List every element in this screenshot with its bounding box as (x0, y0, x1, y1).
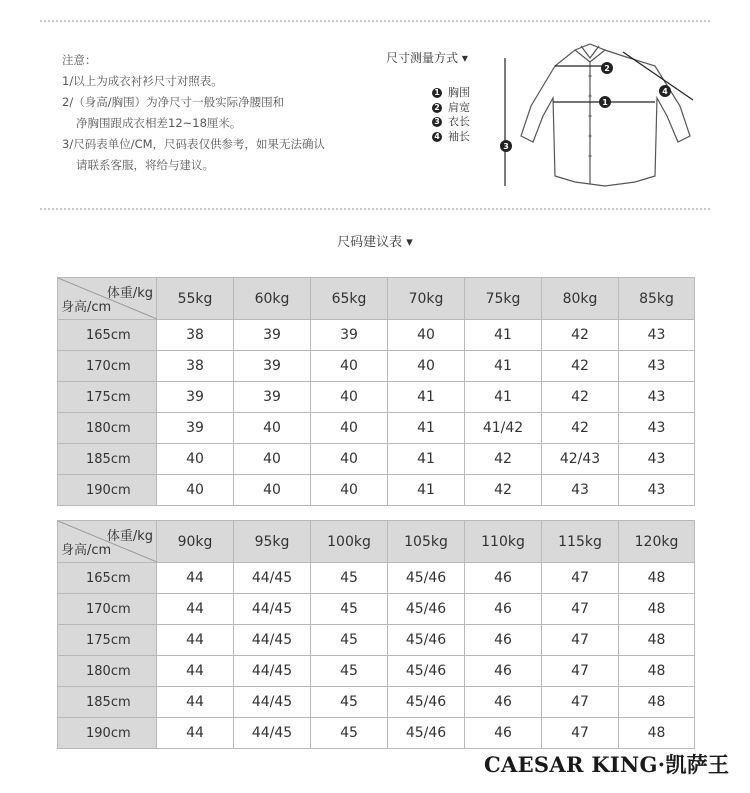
weight-header: 85kg (619, 278, 695, 320)
size-cell: 43 (619, 444, 695, 475)
size-cell: 40 (157, 444, 234, 475)
size-cell: 44 (157, 594, 234, 625)
weight-header: 120kg (619, 521, 695, 563)
size-cell: 42/43 (542, 444, 619, 475)
notes-heading: 注意： (62, 53, 97, 67)
diagram-label: 2 (604, 64, 610, 73)
size-cell: 45/46 (388, 718, 465, 749)
size-cell: 43 (619, 475, 695, 506)
size-cell: 44/45 (234, 687, 311, 718)
size-cell: 44/45 (234, 563, 311, 594)
size-cell: 43 (619, 320, 695, 351)
weight-header: 55kg (157, 278, 234, 320)
size-cell: 46 (465, 563, 542, 594)
height-axis-label: 身高/cm (61, 543, 112, 558)
legend-number: 4 (432, 132, 442, 142)
size-cell: 48 (619, 656, 695, 687)
height-row-header: 175cm (58, 625, 157, 656)
size-cell: 40 (311, 382, 388, 413)
height-axis-label: 身高/cm (61, 300, 112, 315)
size-cell: 42 (542, 382, 619, 413)
height-row-header: 180cm (58, 656, 157, 687)
table-row (58, 625, 695, 656)
size-cell: 44/45 (234, 625, 311, 656)
size-cell: 46 (465, 718, 542, 749)
size-cell: 44/45 (234, 656, 311, 687)
size-cell: 41 (465, 351, 542, 382)
legend-number: 3 (432, 117, 442, 127)
size-table-1 (57, 277, 695, 506)
weight-header: 75kg (465, 278, 542, 320)
legend-number: 1 (432, 88, 442, 98)
size-cell: 45 (311, 594, 388, 625)
table-row (58, 444, 695, 475)
size-cell: 43 (619, 413, 695, 444)
height-row-header: 185cm (58, 444, 157, 475)
brand-logo: CAESAR KING·凯萨王 (484, 752, 730, 777)
size-table-2 (57, 520, 695, 749)
weight-header: 115kg (542, 521, 619, 563)
legend-label: 袖长 (448, 129, 470, 143)
size-cell: 46 (465, 656, 542, 687)
table-corner-cell (58, 521, 157, 563)
size-cell: 48 (619, 625, 695, 656)
size-cell: 45 (311, 687, 388, 718)
height-row-header: 165cm (58, 563, 157, 594)
size-cell: 41 (388, 382, 465, 413)
weight-header: 90kg (157, 521, 234, 563)
size-cell: 43 (619, 351, 695, 382)
size-cell: 45/46 (388, 594, 465, 625)
note-line-4: 3/尺码表单位/CM，尺码表仅供参考，如果无法确认 (62, 137, 326, 151)
size-cell: 44 (157, 656, 234, 687)
height-row-header: 175cm (58, 382, 157, 413)
size-cell: 44/45 (234, 594, 311, 625)
size-cell: 48 (619, 718, 695, 749)
height-row-header: 190cm (58, 718, 157, 749)
size-cell: 45/46 (388, 625, 465, 656)
height-row-header: 170cm (58, 351, 157, 382)
size-cell: 39 (157, 413, 234, 444)
height-row-header: 190cm (58, 475, 157, 506)
size-cell: 41 (388, 444, 465, 475)
legend-item-length (432, 115, 470, 130)
size-cell: 39 (234, 351, 311, 382)
size-cell: 41 (388, 413, 465, 444)
table-header-row (58, 521, 695, 563)
table-row (58, 351, 695, 382)
size-cell: 40 (388, 320, 465, 351)
size-cell: 46 (465, 625, 542, 656)
weight-header: 105kg (388, 521, 465, 563)
diagram-label: 4 (662, 87, 668, 96)
height-row-header: 180cm (58, 413, 157, 444)
size-cell: 40 (157, 475, 234, 506)
table-row (58, 413, 695, 444)
size-cell: 45 (311, 563, 388, 594)
height-row-header: 170cm (58, 594, 157, 625)
shirt-measurement-diagram-icon (495, 36, 710, 196)
size-cell: 40 (311, 475, 388, 506)
size-cell: 40 (234, 444, 311, 475)
table-row (58, 594, 695, 625)
height-row-header: 165cm (58, 320, 157, 351)
size-cell: 40 (311, 413, 388, 444)
size-cell: 38 (157, 351, 234, 382)
table-header-row (58, 278, 695, 320)
size-cell: 47 (542, 687, 619, 718)
size-cell: 42 (542, 351, 619, 382)
size-cell: 46 (465, 687, 542, 718)
weight-header: 80kg (542, 278, 619, 320)
note-line-5: 请联系客服，将给与建议。 (76, 158, 214, 172)
size-cell: 40 (311, 351, 388, 382)
weight-header: 110kg (465, 521, 542, 563)
size-cell: 48 (619, 563, 695, 594)
legend-label: 衣长 (448, 115, 470, 128)
legend-label: 肩宽 (448, 100, 470, 114)
size-cell: 42 (465, 444, 542, 475)
size-cell: 38 (157, 320, 234, 351)
legend-label: 胸围 (448, 86, 470, 99)
top-divider (40, 20, 710, 22)
size-cell: 48 (619, 594, 695, 625)
size-cell: 43 (542, 475, 619, 506)
weight-header: 65kg (311, 278, 388, 320)
size-cell: 44 (157, 563, 234, 594)
middle-divider (40, 208, 710, 210)
size-cell: 45/46 (388, 687, 465, 718)
size-cell: 41 (388, 475, 465, 506)
note-line-1: 1/以上为成衣衬衫尺寸对照表。 (62, 74, 223, 88)
size-cell: 41/42 (465, 413, 542, 444)
size-cell: 40 (388, 351, 465, 382)
diagram-label: 3 (503, 142, 509, 151)
size-cell: 39 (234, 320, 311, 351)
size-cell: 45/46 (388, 563, 465, 594)
weight-axis-label: 体重/kg (106, 286, 153, 301)
size-cell: 45/46 (388, 656, 465, 687)
weight-header: 70kg (388, 278, 465, 320)
size-cell: 39 (234, 382, 311, 413)
weight-axis-label: 体重/kg (106, 529, 153, 544)
size-cell: 41 (465, 320, 542, 351)
measurement-method-title: 尺寸测量方式 ▾ (386, 51, 468, 65)
size-cell: 47 (542, 625, 619, 656)
size-chart-title: 尺码建议表 ▾ (337, 235, 413, 250)
table-corner-cell (58, 278, 157, 320)
size-cell: 47 (542, 594, 619, 625)
size-cell: 40 (234, 413, 311, 444)
size-cell: 39 (157, 382, 234, 413)
size-cell: 47 (542, 563, 619, 594)
size-cell: 45 (311, 718, 388, 749)
size-cell: 44 (157, 718, 234, 749)
size-cell: 42 (542, 413, 619, 444)
size-cell: 46 (465, 594, 542, 625)
size-cell: 42 (465, 475, 542, 506)
size-cell: 40 (311, 444, 388, 475)
note-line-3: 净胸围跟成衣相差12~18厘米。 (76, 116, 242, 130)
diagram-label: 1 (602, 98, 608, 107)
size-cell: 44/45 (234, 718, 311, 749)
weight-header: 95kg (234, 521, 311, 563)
table-row (58, 656, 695, 687)
weight-header: 60kg (234, 278, 311, 320)
size-cell: 42 (542, 320, 619, 351)
size-cell: 47 (542, 656, 619, 687)
size-cell: 47 (542, 718, 619, 749)
size-cell: 44 (157, 687, 234, 718)
size-cell: 39 (311, 320, 388, 351)
table-row (58, 718, 695, 749)
note-line-2: 2/（身高/胸围）为净尺寸一般实际净腰围和 (62, 95, 285, 109)
size-cell: 44 (157, 625, 234, 656)
size-cell: 45 (311, 625, 388, 656)
size-cell: 41 (465, 382, 542, 413)
table-row (58, 475, 695, 506)
size-notes (62, 50, 325, 176)
legend-item-chest (432, 86, 470, 101)
size-cell: 48 (619, 687, 695, 718)
height-row-header: 185cm (58, 687, 157, 718)
legend-item-sleeve (432, 130, 470, 145)
measurement-legend (432, 86, 470, 144)
size-cell: 43 (619, 382, 695, 413)
size-cell: 45 (311, 656, 388, 687)
table-row (58, 687, 695, 718)
size-cell: 40 (234, 475, 311, 506)
table-row (58, 563, 695, 594)
legend-item-shoulder (432, 101, 470, 116)
weight-header: 100kg (311, 521, 388, 563)
legend-number: 2 (432, 103, 442, 113)
table-row (58, 320, 695, 351)
table-row (58, 382, 695, 413)
